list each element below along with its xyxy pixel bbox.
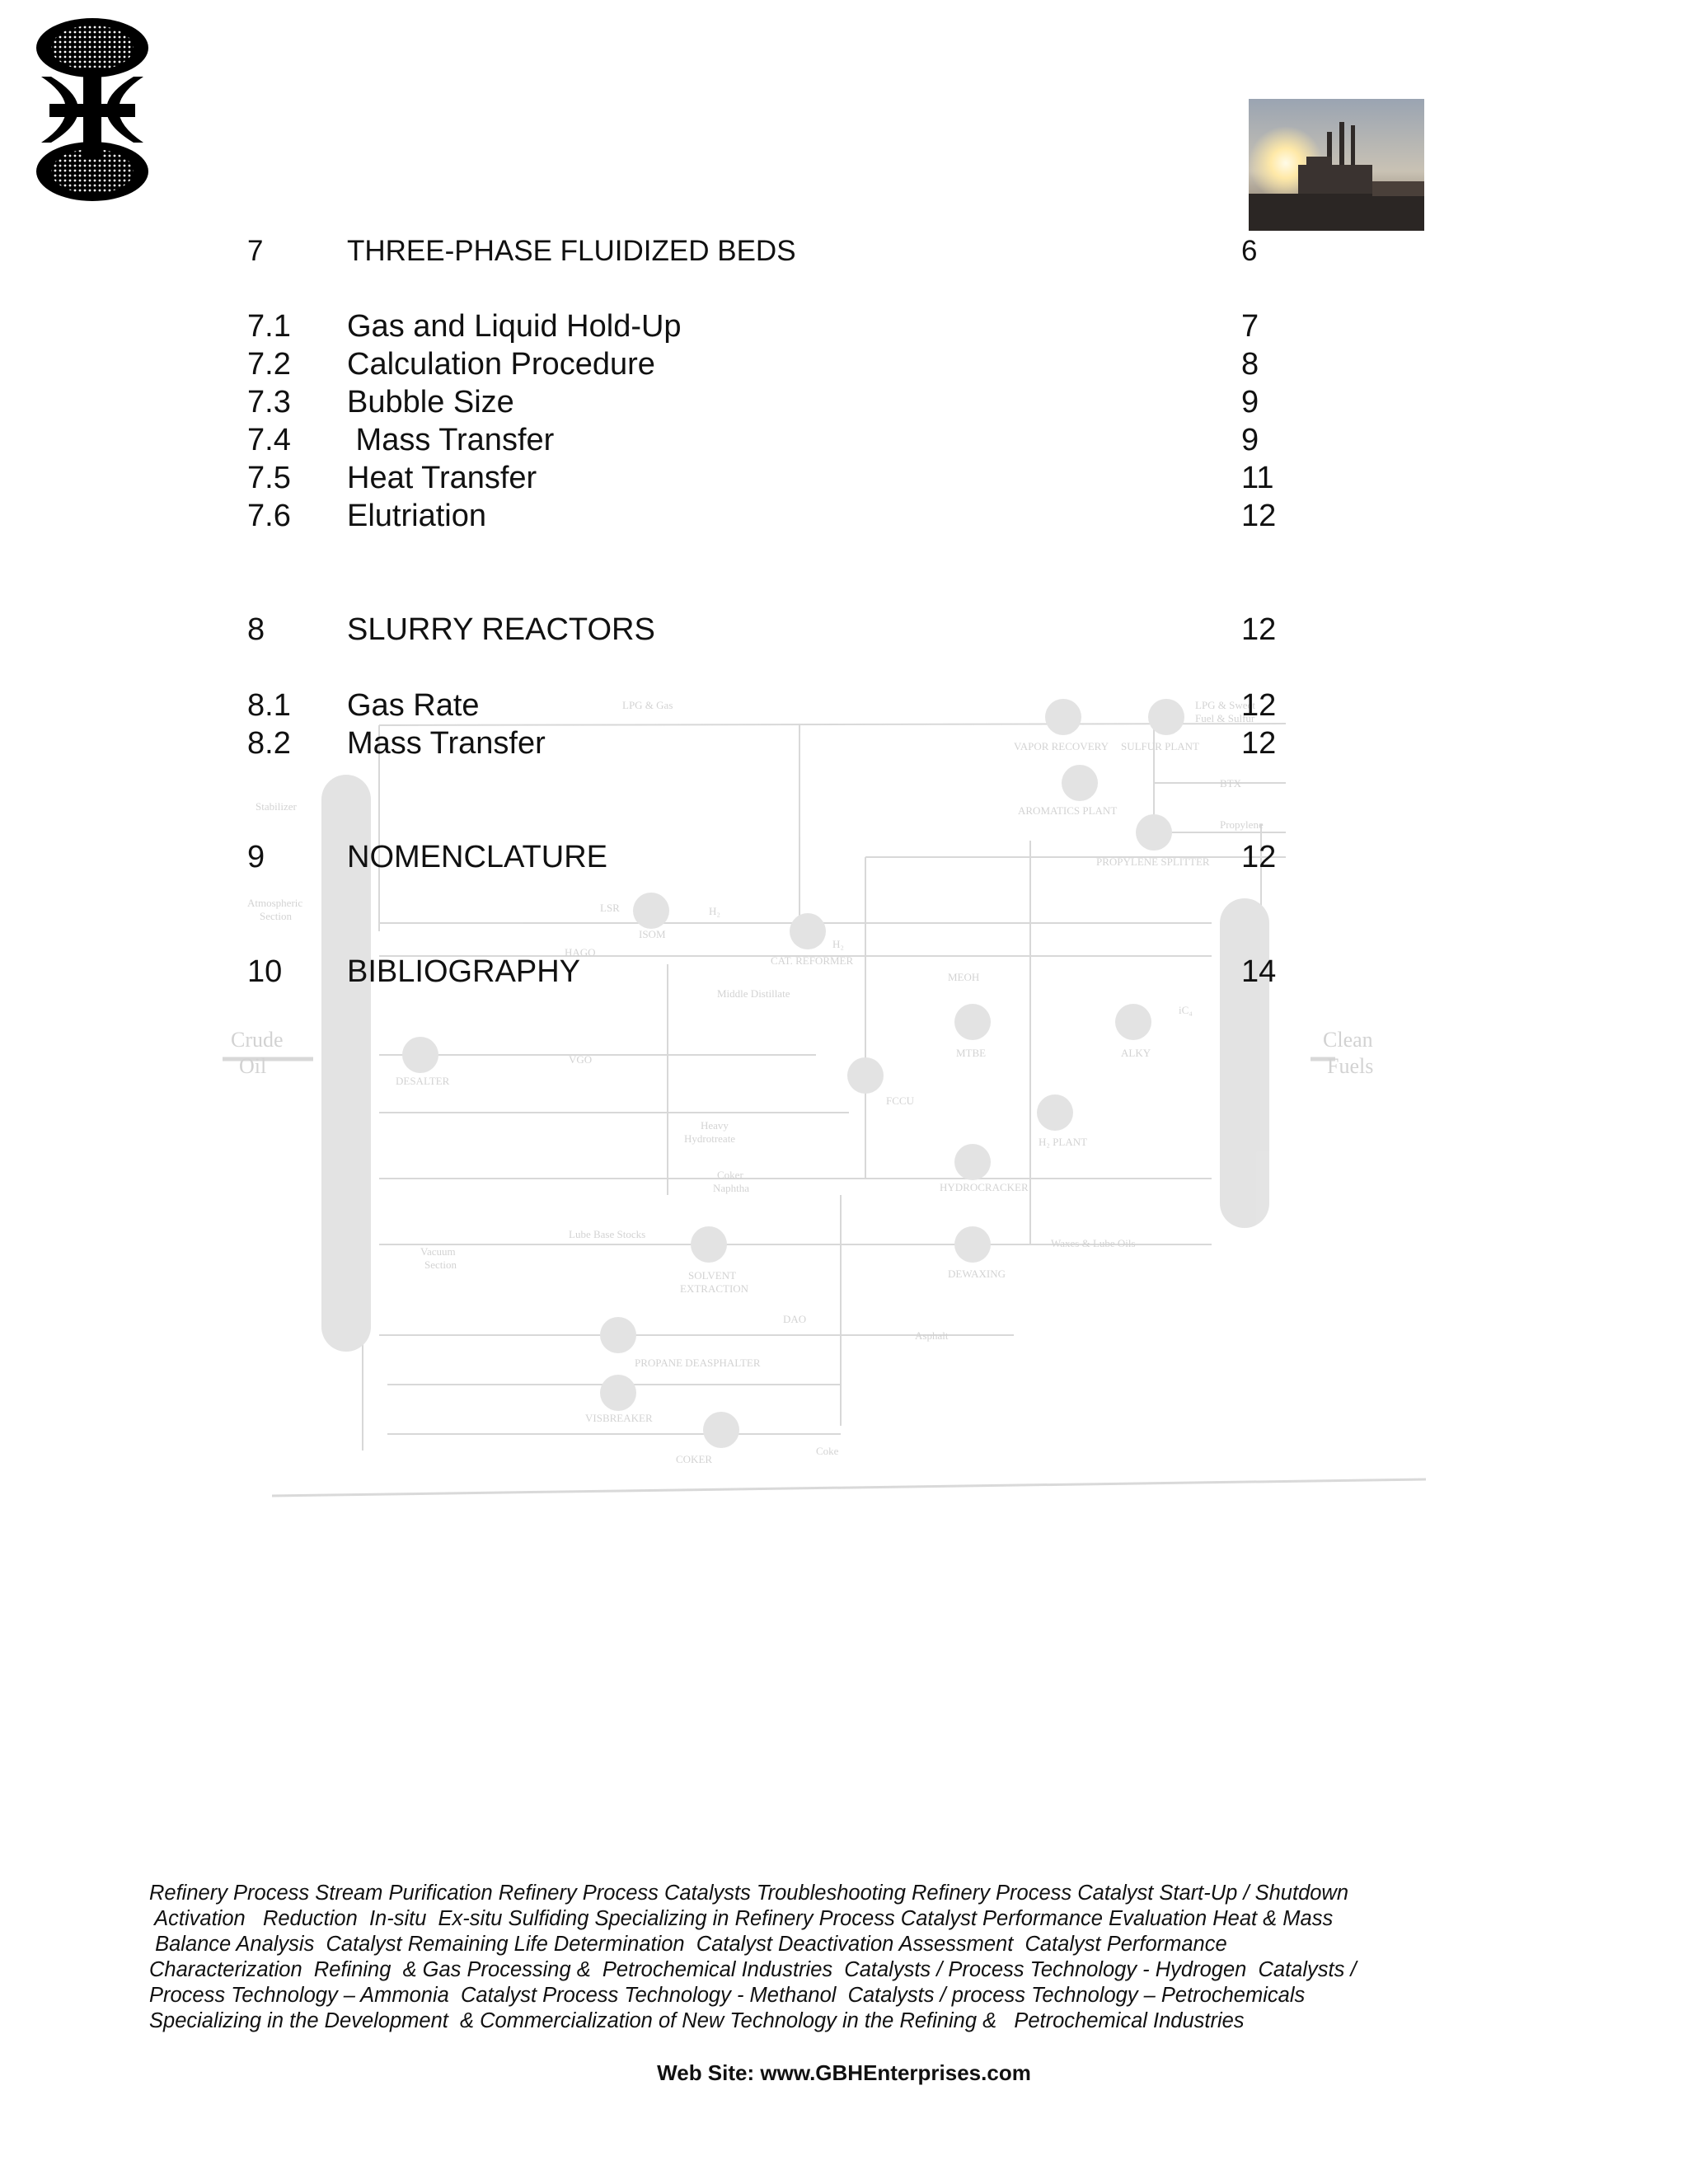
wm-h2-plant: H₂ PLANT bbox=[1039, 1136, 1088, 1148]
wm-meoh: MEOH bbox=[948, 971, 980, 983]
wm-crude-1: Crude bbox=[231, 1028, 284, 1052]
wm-c4: iC₄ bbox=[1179, 1004, 1193, 1016]
toc-entry bbox=[0, 232, 1688, 274]
wm-lpg-gas: LPG & Gas bbox=[622, 699, 673, 711]
wm-lube-base: Lube Base Stocks bbox=[569, 1228, 646, 1240]
wm-mtbe: MTBE bbox=[956, 1047, 987, 1059]
wm-dewaxing: DEWAXING bbox=[948, 1268, 1006, 1280]
footer-line: Process Technology – Ammonia Catalyst Process Technology - Methanol Catalysts / process Technology – Petrochemicals bbox=[149, 1984, 1306, 2007]
refinery-photo bbox=[1249, 99, 1424, 231]
toc-page-number: 12 bbox=[1241, 688, 1277, 723]
wm-heavy-2: Hydrotreate bbox=[684, 1132, 736, 1145]
toc-entry bbox=[0, 345, 1688, 387]
wm-coker-naphtha-2: Naphtha bbox=[713, 1182, 750, 1194]
wm-h2-a: H₂ bbox=[709, 905, 720, 917]
wm-hydrocracker: HYDROCRACKER bbox=[940, 1181, 1029, 1193]
wm-propane-deasphalter: PROPANE DEASPHALTER bbox=[635, 1357, 761, 1369]
toc-number: 7 bbox=[247, 235, 264, 267]
wm-alky: ALKY bbox=[1121, 1047, 1151, 1059]
toc-page-number: 7 bbox=[1241, 309, 1259, 344]
gbh-logo-icon bbox=[33, 15, 157, 204]
toc-title: SLURRY REACTORS bbox=[347, 612, 655, 647]
wm-propylene-splitter: PROPYLENE SPLITTER bbox=[1096, 855, 1210, 868]
toc-entry bbox=[0, 421, 1688, 462]
toc-number: 7.4 bbox=[247, 423, 291, 457]
toc-title: NOMENCLATURE bbox=[347, 840, 607, 874]
wm-vapor-recovery: VAPOR RECOVERY bbox=[1014, 740, 1109, 752]
footer-line: Activation Reduction In-situ Ex-situ Sulfiding Specializing in Refinery Process Catalyst Performance Evaluation Heat & Mass bbox=[149, 1907, 1334, 1930]
wm-asphalt: Asphalt bbox=[915, 1329, 949, 1342]
wm-vgo: VGO bbox=[569, 1053, 593, 1066]
wm-sulfur-plant: SULFUR PLANT bbox=[1121, 740, 1199, 752]
website-link[interactable]: Web Site: www.GBHEnterprises.com bbox=[657, 2060, 1031, 2085]
toc-entry bbox=[0, 611, 1688, 652]
toc-title: Heat Transfer bbox=[347, 461, 537, 495]
wm-isom: ISOM bbox=[639, 928, 666, 940]
toc-number: 7.1 bbox=[247, 309, 291, 344]
wm-waxes: Waxes & Lube Oils bbox=[1051, 1237, 1136, 1249]
footer-line: Refinery Process Stream Purification Refinery Process Catalysts Troubleshooting Refinery Process Catalyst Start-Up / Shutdown bbox=[149, 1882, 1349, 1905]
toc-number: 10 bbox=[247, 954, 283, 989]
toc-page-number: 12 bbox=[1241, 840, 1277, 874]
wm-atmospheric-1: Atmospheric bbox=[247, 897, 303, 909]
toc-number: 7.5 bbox=[247, 461, 291, 495]
wm-cat-reformer: CAT. REFORMER bbox=[771, 954, 854, 967]
wm-lsr: LSR bbox=[600, 902, 620, 914]
toc-number: 7.3 bbox=[247, 385, 291, 419]
toc-page-number: 12 bbox=[1241, 726, 1277, 761]
toc-number: 8.1 bbox=[247, 688, 291, 723]
wm-lpg-fuel-1: LPG & Sweet bbox=[1195, 699, 1255, 711]
wm-coker: COKER bbox=[676, 1453, 713, 1465]
wm-atmospheric-2: Section bbox=[260, 910, 292, 922]
wm-h2-b: H₂ bbox=[832, 938, 844, 950]
toc-title: Elutriation bbox=[347, 499, 486, 533]
wm-stabilizer: Stabilizer bbox=[256, 800, 297, 813]
toc-entry bbox=[0, 497, 1688, 538]
toc-title: Bubble Size bbox=[347, 385, 514, 419]
toc-entry bbox=[0, 459, 1688, 500]
toc-entry bbox=[0, 383, 1688, 424]
wm-visbreaker: VISBREAKER bbox=[585, 1412, 653, 1424]
wm-coke: Coke bbox=[816, 1445, 839, 1457]
toc-title: THREE-PHASE FLUIDIZED BEDS bbox=[347, 235, 796, 267]
wm-vacuum-1: Vacuum bbox=[420, 1245, 456, 1258]
wm-vacuum-2: Section bbox=[424, 1258, 457, 1271]
toc-entry bbox=[0, 687, 1688, 728]
toc-page-number: 12 bbox=[1241, 612, 1277, 647]
wm-heavy-1: Heavy bbox=[701, 1119, 729, 1132]
footer-line: Characterization Refining & Gas Processing & Petrochemical Industries Catalysts / Process Technology - Hydrogen Catalysts / bbox=[149, 1958, 1357, 1981]
wm-coker-naphtha-1: Coker bbox=[717, 1169, 743, 1181]
toc-page-number: 9 bbox=[1241, 423, 1259, 457]
wm-hago: HAGO bbox=[565, 946, 596, 958]
toc-page-number: 6 bbox=[1241, 235, 1258, 267]
footer-line: Balance Analysis Catalyst Remaining Life Determination Catalyst Deactivation Assessment Catalyst Performance bbox=[149, 1933, 1227, 1956]
toc-page-number: 9 bbox=[1241, 385, 1259, 419]
toc-number: 8.2 bbox=[247, 726, 291, 761]
wm-solvent-2: EXTRACTION bbox=[680, 1282, 749, 1295]
wm-btx: BTX bbox=[1220, 777, 1241, 790]
toc-title: Gas Rate bbox=[347, 688, 480, 723]
wm-fccu: FCCU bbox=[886, 1094, 914, 1107]
footer-line: Specializing in the Development & Commercialization of New Technology in the Refining & Petrochemical Industries bbox=[149, 2009, 1245, 2032]
toc-title: Mass Transfer bbox=[347, 423, 555, 457]
wm-propylene: Propylene bbox=[1220, 818, 1264, 831]
toc-number: 8 bbox=[247, 612, 265, 647]
footer-services-text bbox=[149, 1881, 1443, 2034]
toc-entry bbox=[0, 838, 1688, 879]
toc-title: Calculation Procedure bbox=[347, 347, 655, 382]
wm-middle-distillate: Middle Distillate bbox=[717, 987, 790, 1000]
toc-page-number: 12 bbox=[1241, 499, 1277, 533]
toc-number: 7.2 bbox=[247, 347, 291, 382]
toc-title: BIBLIOGRAPHY bbox=[347, 954, 580, 989]
toc-entry bbox=[0, 724, 1688, 766]
wm-desalter: DESALTER bbox=[396, 1075, 450, 1087]
toc-title: Mass Transfer bbox=[347, 726, 546, 761]
toc-number: 9 bbox=[247, 840, 265, 874]
toc-title: Gas and Liquid Hold-Up bbox=[347, 309, 682, 344]
wm-dao: DAO bbox=[783, 1313, 807, 1325]
wm-lpg-fuel-2: Fuel & Sulfur bbox=[1195, 712, 1255, 724]
toc-entry bbox=[0, 307, 1688, 349]
toc-page-number: 11 bbox=[1241, 461, 1274, 495]
toc-entry bbox=[0, 953, 1688, 994]
wm-aromatics: AROMATICS PLANT bbox=[1018, 804, 1118, 817]
wm-clean-2: Fuels bbox=[1327, 1054, 1374, 1078]
toc-page-number: 8 bbox=[1241, 347, 1259, 382]
wm-crude-2: Oil bbox=[239, 1054, 267, 1078]
toc-number: 7.6 bbox=[247, 499, 291, 533]
toc-page-number: 14 bbox=[1241, 954, 1277, 989]
wm-clean-1: Clean bbox=[1323, 1028, 1373, 1052]
wm-solvent-1: SOLVENT bbox=[688, 1269, 737, 1282]
